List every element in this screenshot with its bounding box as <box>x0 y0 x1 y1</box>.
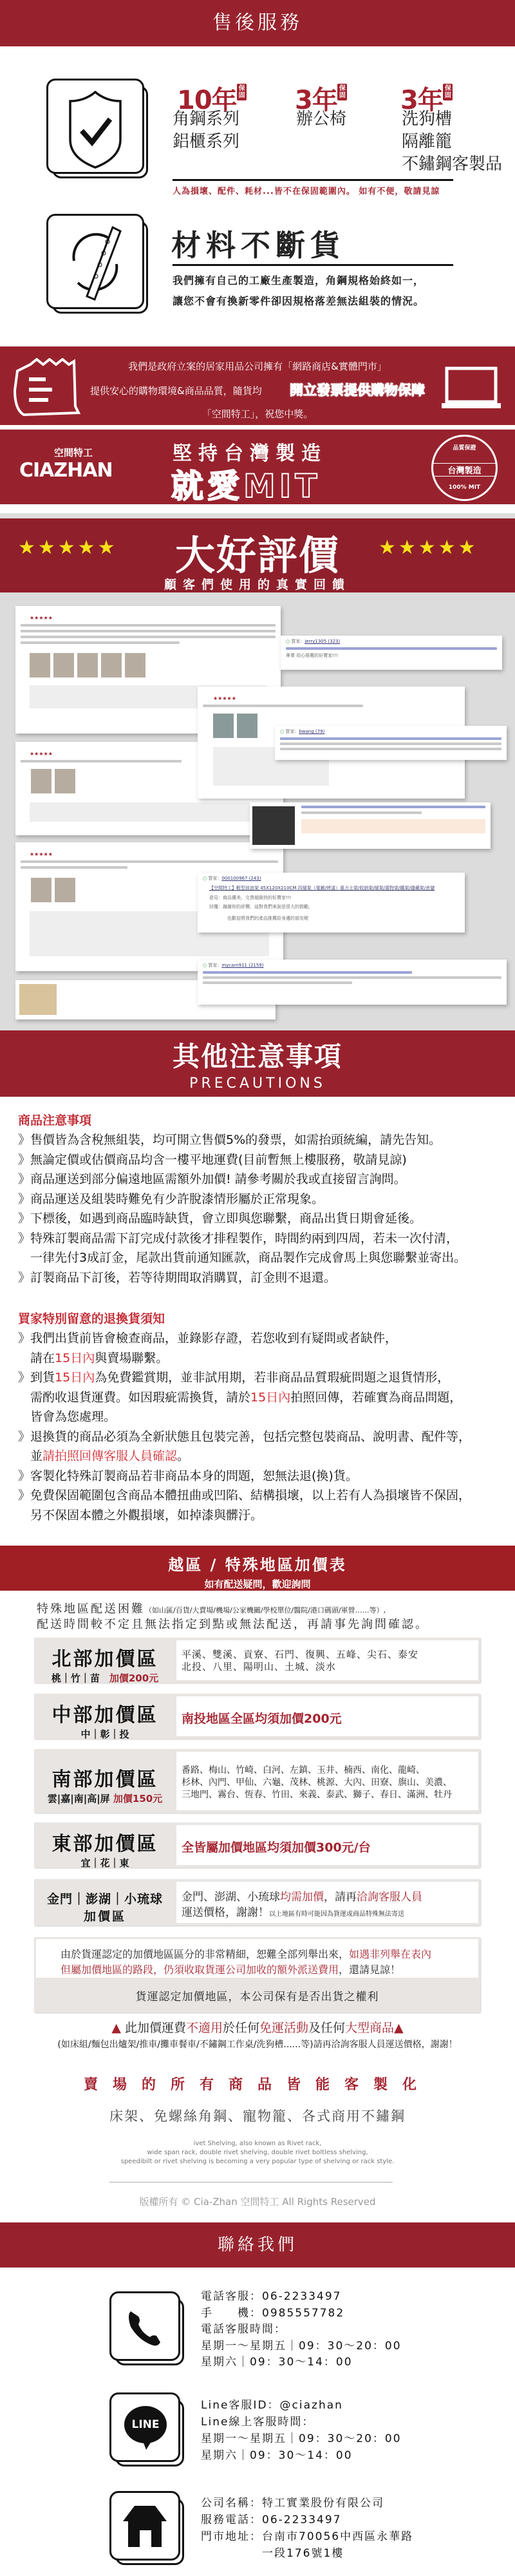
text-segment: 此加價運費 <box>120 2021 186 2035</box>
text-segment: 》下標後，如遇到商品臨時缺貨，會立即與您聯繫，商品出貨日期會延後。 <box>18 1211 422 1226</box>
highlight-text: 如遇非列舉在表內 <box>349 1948 432 1960</box>
highlight-text: 均需加價 <box>280 1891 324 1904</box>
zone-north: 北部加價區 桃｜竹｜苗 加價200元 平溪、雙溪、貢寮、石門、復興、五峰、尖石、泰安 北投、八里、陽明山、土城、淡水 <box>34 1638 480 1683</box>
review-card-chair <box>250 802 491 849</box>
text-segment: 》客製化特殊訂製商品若非商品本身的問題，恕無法退(換)貨。 <box>18 1468 358 1483</box>
contact-title: 聯絡我們 <box>217 2235 297 2255</box>
text-segment: 由於貨運認定的加價地區區分的非常精細，恕難全部列舉出來， <box>61 1948 350 1960</box>
highlight-text: ▲ <box>111 2021 121 2035</box>
after-sales-title: 售後服務 <box>212 12 303 34</box>
reviews-title: 大好評價 <box>174 532 340 579</box>
highlight-text: 但屬加價地區的路段，仍須收取貨運公司加收的額外派送費用 <box>61 1964 339 1976</box>
warranty-3yr-steel-items: 洗狗槽 隔離籠 不鏽鋼客製品 <box>402 109 503 174</box>
return-notes-title: 買家特別留意的退換貨須知 <box>18 1312 165 1326</box>
precaution-item <box>18 1229 458 1246</box>
line-info: Line客服ID：@ciazhan Line線上客服時間： 星期一～星期五｜09：30～20：00 星期六｜09：30～14：00 <box>201 2399 402 2462</box>
highlight-text: ▲ <box>394 2021 404 2035</box>
shipping-intro-1: 特殊地區配送困難（如山區/百貨/大賣場/機場/公家機關/學校單位/醫院/港口碼頭/軍營……等）, <box>37 1602 386 1616</box>
phone-icon <box>109 2291 180 2361</box>
text-segment: 》訂製商品下訂後，若等待期間取消購買，訂金則不退還。 <box>18 1270 337 1285</box>
divider <box>0 513 515 518</box>
review-card-000100967: ○ 買家：000100967 (243) 【空間特工】輕型波浪架 45X120X210CM 四層架（電鍍/烤漆）重力士架/收納架/層架/置物架/鐵架/儲藏架/倉儲 意見：商品優美，交貨超級快的好賣家!!! 回覆：謝謝你的評價，這對我們來說是很大的鼓勵， 也歡迎將我們的產品推薦給身邊的朋友喔 <box>198 873 465 933</box>
reviews-header <box>0 518 515 592</box>
customize-title: 賣場的所有商品皆能客製化 <box>83 2077 431 2093</box>
precaution-item <box>18 1349 168 1366</box>
text-segment: 需酌收退貨運費。如因瑕疵需換貨，請於 <box>18 1390 251 1405</box>
divider <box>109 2182 393 2183</box>
highlight-text: 請拍照回傳客服人員確認 <box>42 1449 178 1463</box>
text-segment: 及任何 <box>308 2021 346 2035</box>
text-segment: 》到貨 <box>18 1370 55 1385</box>
precaution-item <box>18 1130 441 1148</box>
text-segment: 》售價皆為含稅無組裝，均可開立售價5%的發票，如需抬頭統編，請先告知。 <box>18 1133 442 1147</box>
shipping-title: 越區 / 特殊地區加價表 <box>168 1556 347 1574</box>
text-segment: 於任何 <box>223 2021 260 2035</box>
text-segment: 金門、澎湖、小琉球 <box>182 1891 280 1904</box>
warranty-3yr-steel: 3年 保固 <box>400 80 453 117</box>
mit-title: 堅持台灣製造 <box>173 442 327 465</box>
precaution-item <box>18 1170 406 1187</box>
shipping-intro-2: 配送時間較不定且無法指定到點或無法配送，再請事先詢問確認。 <box>37 1618 429 1631</box>
text-segment: 與賣場聯繫。 <box>95 1350 169 1365</box>
text-segment: 並 <box>18 1449 43 1463</box>
review-card: ★★★★★ <box>15 606 281 734</box>
invoice-highlight: 開立發票提供購物保障 <box>290 383 425 398</box>
laptop-icon <box>442 366 501 413</box>
text-segment: 》免費保固範圍包含商品本體扭曲或凹陷、結構損壞，以上若有人為損壞皆不保固， <box>18 1488 471 1502</box>
precaution-item <box>18 1329 397 1346</box>
invoice-banner <box>0 346 515 425</box>
shipping-header <box>0 1546 515 1591</box>
precautions-header <box>0 1030 515 1097</box>
material-restock-icon <box>46 214 144 309</box>
home-icon <box>109 2491 180 2561</box>
precaution-item <box>18 1407 116 1425</box>
text-segment: 》無論定價或估價商品均含一樓平地運費(目前暫無上樓服務，敬請見諒) <box>18 1152 407 1167</box>
text-segment: 一律先付3成訂金，尾款出貨前通知匯款，商品製作完成會馬上與您聯繫並寄出。 <box>18 1251 467 1265</box>
precaution-item <box>18 1427 471 1444</box>
highlight-text: 15日內 <box>55 1350 95 1365</box>
text-segment: 。 <box>177 1449 190 1463</box>
text-segment: 》商品運送及組裝時難免有少許脫漆情形屬於正常現象。 <box>18 1191 324 1206</box>
text-segment: 請在 <box>18 1350 55 1365</box>
review-card-bwang: ○ 買家：bwang (79) <box>275 726 507 760</box>
text-segment: 為免費鑑賞期，並非試用期，若非商品品質瑕疵問題之退貨情形， <box>95 1370 450 1385</box>
precautions-title: 其他注意事項 <box>172 1041 342 1072</box>
shipping-notice: 由於貨運認定的加價地區區分的非常精細，恕難全部列舉出來，如遇非列舉在表內 但屬加價地區的路段，仍須收取貨運公司加收的額外派送費用，還請見諒！ 貨運認定加價地區，本公司保有是否出貨之權利 <box>34 1937 480 2012</box>
precaution-item <box>18 1446 189 1464</box>
precaution-item <box>18 1248 466 1265</box>
shipping-subtitle: 如有配送疑問，歡迎詢問 <box>204 1578 311 1590</box>
precaution-item <box>18 1150 407 1168</box>
mit-banner <box>0 430 515 504</box>
invoice-line2: 提供安心的購物環境&商品品質，隨貨均 <box>90 385 262 397</box>
review-card-mycarn911: ○ 買家：mycarn911 (2159) <box>198 960 507 1005</box>
stars-right-icon: ★★★★★ <box>379 536 478 559</box>
invoice-line1: 我們是政府立案的居家用品公司擁有「網路商店&實體門市」 <box>128 361 387 372</box>
warranty-3yr-chair: 3年 保固 <box>295 80 347 117</box>
reviews-collage <box>0 592 515 1030</box>
precaution-item <box>18 1388 462 1405</box>
precaution-item <box>18 1209 422 1226</box>
contact-header <box>0 2222 515 2268</box>
highlight-text: 不適用 <box>185 2021 223 2035</box>
highlight-text: 洽詢客服人員 <box>357 1891 422 1904</box>
zone-central: 中部加價區 中｜彰｜投 南投地區全區均須加價200元 <box>34 1694 480 1739</box>
reviews-subtitle: 顧客們使用的真實回饋 <box>164 578 351 592</box>
invoice-line3: 「空間特工」，祝您中獎。 <box>201 408 314 420</box>
shield-check-icon <box>46 79 144 174</box>
precaution-item <box>18 1268 336 1285</box>
text-segment: 》我們出貨前皆會檢查商品，並錄影存證，若您收到有疑問或者缺件， <box>18 1331 398 1345</box>
text-segment: 另不保固本體之外觀損壞，如掉漆與髒汙。 <box>18 1508 263 1522</box>
material-title: 材料不斷貨 <box>171 228 345 263</box>
text-segment: ，還請見諒！ <box>339 1964 401 1976</box>
precaution-item <box>18 1486 471 1503</box>
mit-slogan: 就愛MIT <box>171 468 321 505</box>
phone-info: 電話客服：06-2233497 手 機：0985557782 電話客服時間： 星期一～星期五｜09：30～20：00 星期六｜09：30～14：00 <box>201 2290 402 2369</box>
text-segment: 拍照回傳，若確實為商品問題， <box>290 1390 462 1405</box>
surcharge-warning-sub: (如床組/麵包出爐架/推車/攤車餐車/不鏽鋼工作桌/洗狗槽......等)請再洽詢客服人員運送價格，謝謝！ <box>57 2040 458 2050</box>
review-card: ★★★★★ <box>198 687 465 799</box>
review-card-jerry: ○ 買家：jerry1305 (323) 專業 用心推薦的好賣家!!! <box>281 636 502 670</box>
after-sales-header <box>0 0 515 46</box>
divider <box>173 264 453 266</box>
customize-english: ivet Shelving, also known as Rivet rack, wide span rack, double rivet shelving, double rivet boltless shelving, speedibilt or rivet shelving is becoming a very popular type of shelving or rack style. <box>120 2140 395 2165</box>
warranty-10yr-items: 角鋼系列 鋁櫃系列 <box>173 109 240 151</box>
text-segment: 皆會為您處理。 <box>18 1410 117 1424</box>
precautions-subtitle: PRECAUTIONS <box>189 1075 326 1092</box>
text-segment: 》退換貨的商品必須為全新狀態且包裝完善，包括完整包裝商品、說明書、配件等， <box>18 1429 471 1444</box>
text-segment: 》商品運送到部分偏遠地區需額外加價! 請參考關於我或直接留言詢問。 <box>18 1172 406 1186</box>
divider <box>173 179 453 181</box>
material-text: 我們擁有自己的工廠生產製造，角鋼規格始終如一， 讓您不會有換新零件卻因規格落差無法組裝的情況。 <box>173 274 425 307</box>
logo-zh: 空間特工 <box>54 447 93 459</box>
highlight-text: 15日內 <box>55 1370 95 1385</box>
highlight-text: 免運活動 <box>259 2021 309 2035</box>
precaution-item <box>18 1368 449 1385</box>
company-info: 公司名稱：特工實業股份有限公司 服務電話：06-2233497 門市地址：台南市70056中西區永華路 一段176號1樓 <box>201 2497 414 2560</box>
warranty-note: 人為損壞、配件、耗材...皆不在保固範圍內。 如有不便，敬請見諒 <box>173 187 440 196</box>
surcharge-warning <box>0 2018 515 2036</box>
highlight-text: 大型商品 <box>345 2021 395 2035</box>
text-segment: 》特殊訂製商品需下訂完成付款後才排程製作，時間約兩到四周，若未一次付清， <box>18 1231 459 1245</box>
review-card: ★★★★★ <box>15 842 283 971</box>
stars-left-icon: ★★★★★ <box>18 536 118 559</box>
zone-east: 東部加價區 宜｜花｜東 全皆屬加價地區均須加價300元/台 <box>34 1823 480 1868</box>
ciazhan-logo <box>19 446 142 482</box>
zone-south: 南部加價區 雲|嘉|南|高|屏 加價150元 番路、梅山、竹崎、白河、左鎮、玉井、楠西、南化、龍崎、 杉林、內門、甲仙、六龜、茂林、桃源、大內、田寮、旗山、美濃、 三地門、霧台、恆春、竹田、來義、泰武、獅子、春日、滿洲、牡丹 <box>34 1749 480 1813</box>
precaution-item <box>18 1506 263 1523</box>
precaution-item <box>18 1466 358 1484</box>
mit-seal: 品質保證 台灣製造 100% MIT <box>431 435 498 501</box>
customize-list: 床架、免螺絲角鋼、寵物籠、各式商用不鏽鋼 <box>109 2108 406 2124</box>
text-segment: ，請再 <box>324 1891 357 1904</box>
warranty-10yr: 10年 保固 <box>177 80 247 117</box>
logo-en: CIAZHAN <box>19 459 113 482</box>
precaution-item <box>18 1189 324 1207</box>
line-icon: LINE <box>109 2392 180 2462</box>
product-notes-title: 商品注意事項 <box>18 1113 92 1128</box>
highlight-text: 15日內 <box>250 1390 291 1405</box>
warranty-3yr-chair-items: 辦公椅 <box>296 109 347 129</box>
zone-islands: 金門｜澎湖｜小琉球 加價區 金門、澎湖、小琉球均需加價，請再洽詢客服人員 運送價格，謝謝！以上地區有時可能因為貨運或商品特殊無法寄送 <box>34 1879 480 1926</box>
review-card: ★★★★★ <box>15 742 283 835</box>
copyright: 版權所有 © Cia-Zhan 空間特工 All Rights Reserved <box>139 2196 376 2208</box>
